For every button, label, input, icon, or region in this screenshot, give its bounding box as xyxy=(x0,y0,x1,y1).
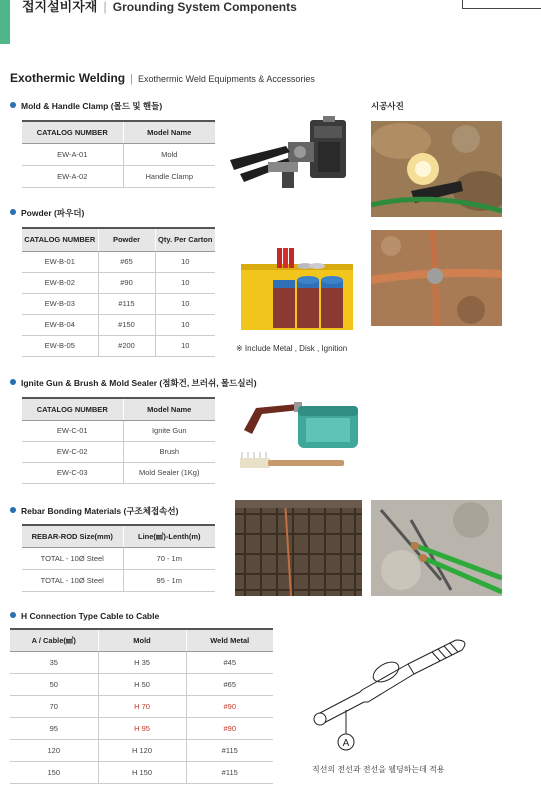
table-cell: 95 - 1m xyxy=(123,569,215,591)
table-cell: Mold Sealer (1Kg) xyxy=(123,462,215,483)
table-row xyxy=(22,143,215,165)
page-header: 접지설비자재 | Grounding System Components xyxy=(22,0,297,14)
table-cell: Handle Clamp xyxy=(123,165,215,187)
table-cell: #45 xyxy=(186,651,273,673)
table-row xyxy=(10,739,273,761)
table-cell: EW-A-02 xyxy=(22,165,123,187)
table-cell: #115 xyxy=(186,761,273,783)
table-cell: TOTAL - 10Ø Steel xyxy=(22,569,123,591)
ignite-heading-text: Ignite Gun & Brush & Mold Sealer (점화건, 브러쉬, 몰드실러) xyxy=(21,378,257,388)
rebar-bonding-photo-art xyxy=(371,500,502,596)
mold-col-catalog: CATALOG NUMBER xyxy=(22,121,123,143)
table-cell: TOTAL - 10Ø Steel xyxy=(22,547,123,569)
table-row xyxy=(22,293,215,314)
table-row xyxy=(22,165,215,187)
rebar-structure-photo-art xyxy=(235,500,362,596)
section-title-main: Exothermic Welding xyxy=(10,71,126,85)
bullet-icon xyxy=(10,507,16,513)
table-cell: 10 xyxy=(155,335,215,356)
header-title-en: Grounding System Components xyxy=(112,0,297,14)
mold-table xyxy=(22,120,215,188)
table-row xyxy=(10,695,273,717)
table-row xyxy=(10,761,273,783)
table-cell: #115 xyxy=(186,739,273,761)
section-subtitle: Exothermic Weld Equipments & Accessories xyxy=(138,74,315,84)
hconn-heading xyxy=(10,611,159,621)
mold-col-model: Model Name xyxy=(123,121,215,143)
table-cell: Ignite Gun xyxy=(123,420,215,441)
hconn-col-weld: Weld Metal xyxy=(186,629,273,651)
powder-box-image xyxy=(237,240,357,335)
header-accent-bar xyxy=(0,0,10,44)
table-cell: #65 xyxy=(98,251,155,272)
table-cell: 10 xyxy=(155,272,215,293)
table-cell: H 150 xyxy=(98,761,186,783)
table-cell: #65 xyxy=(186,673,273,695)
powder-col-catalog: CATALOG NUMBER xyxy=(22,228,98,251)
rebar-col-size: REBAR-ROD Size(mm) xyxy=(22,525,123,547)
table-cell: #150 xyxy=(98,314,155,335)
table-cell: H 50 xyxy=(98,673,186,695)
powder-col-qty: Qty. Per Carton xyxy=(155,228,215,251)
table-cell: 10 xyxy=(155,293,215,314)
table-cell: #200 xyxy=(98,335,155,356)
table-row xyxy=(10,717,273,739)
cable-connection-diagram xyxy=(300,628,480,756)
welding-site-photo-art xyxy=(371,121,502,217)
table-cell: 95 xyxy=(10,717,98,739)
table-cell: EW-C-02 xyxy=(22,441,123,462)
table-cell: #90 xyxy=(186,717,273,739)
table-cell: #115 xyxy=(98,293,155,314)
ignite-gun-brush-sealer-image xyxy=(238,400,363,475)
section-title: Exothermic Welding | Exothermic Weld Equipments & Accessories xyxy=(10,71,315,85)
diagram-label-a: A xyxy=(342,738,350,749)
table-row xyxy=(22,569,215,591)
table-cell: 10 xyxy=(155,314,215,335)
cable-junction-photo-art xyxy=(371,230,502,326)
ignite-heading xyxy=(10,377,257,389)
table-cell: H 70 xyxy=(98,695,186,717)
hconn-table xyxy=(10,628,273,784)
table-row xyxy=(22,272,215,293)
table-row xyxy=(22,251,215,272)
table-cell: Mold xyxy=(123,143,215,165)
mold-heading-text: Mold & Handle Clamp (몰드 및 핸들) xyxy=(21,101,163,111)
rebar-structure-photo xyxy=(235,500,362,596)
table-cell: 70 - 1m xyxy=(123,547,215,569)
table-cell: H 35 xyxy=(98,651,186,673)
table-row xyxy=(22,547,215,569)
table-cell: 50 xyxy=(10,673,98,695)
table-cell: H 95 xyxy=(98,717,186,739)
ignite-col-catalog: CATALOG NUMBER xyxy=(22,398,123,420)
table-row xyxy=(22,462,215,483)
header-title-ko: 접지설비자재 xyxy=(22,0,98,14)
rebar-col-line: Line(㎟)-Lenth(m) xyxy=(123,525,215,547)
table-cell: EW-B-01 xyxy=(22,251,98,272)
table-cell: #90 xyxy=(186,695,273,717)
table-cell: EW-B-03 xyxy=(22,293,98,314)
table-cell: 10 xyxy=(155,251,215,272)
powder-heading xyxy=(10,207,84,219)
table-row xyxy=(22,335,215,356)
bullet-icon xyxy=(10,102,16,108)
table-cell: 150 xyxy=(10,761,98,783)
table-cell: Brush xyxy=(123,441,215,462)
table-cell: EW-B-05 xyxy=(22,335,98,356)
powder-heading-text: Powder (파우더) xyxy=(21,208,85,218)
mold-heading xyxy=(10,100,162,112)
rebar-table xyxy=(22,524,215,592)
powder-col-powder: Powder xyxy=(98,228,155,251)
ignite-table xyxy=(22,397,215,484)
hconn-col-cable: A / Cable(㎟) xyxy=(10,629,98,651)
hconn-caption: 직선의 전선과 전선을 웰딩하는데 적용 xyxy=(312,765,445,774)
rebar-heading xyxy=(10,505,178,517)
welding-site-photo xyxy=(371,121,502,217)
header-box xyxy=(462,0,541,9)
rebar-heading-text: Rebar Bonding Materials (구조체접속선) xyxy=(21,506,179,516)
table-cell: EW-C-01 xyxy=(22,420,123,441)
table-cell: H 120 xyxy=(98,739,186,761)
ignite-col-model: Model Name xyxy=(123,398,215,420)
table-row xyxy=(22,441,215,462)
table-cell: #90 xyxy=(98,272,155,293)
photo-label: 시공사진 xyxy=(371,101,404,111)
hconn-heading-text: H Connection Type Cable to Cable xyxy=(21,611,160,621)
bullet-icon xyxy=(10,209,16,215)
mold-handle-clamp-image xyxy=(228,116,353,194)
bullet-icon xyxy=(10,379,16,385)
table-row xyxy=(22,420,215,441)
table-cell: 120 xyxy=(10,739,98,761)
cable-junction-photo xyxy=(371,230,502,326)
table-cell: EW-A-01 xyxy=(22,143,123,165)
bullet-icon xyxy=(10,612,16,618)
table-cell: EW-B-02 xyxy=(22,272,98,293)
table-cell: EW-B-04 xyxy=(22,314,98,335)
table-row xyxy=(22,314,215,335)
table-row xyxy=(10,673,273,695)
table-cell: 70 xyxy=(10,695,98,717)
table-cell: EW-C-03 xyxy=(22,462,123,483)
table-row xyxy=(10,651,273,673)
table-cell: 35 xyxy=(10,651,98,673)
powder-table xyxy=(22,227,215,357)
hconn-col-mold: Mold xyxy=(98,629,186,651)
rebar-bonding-photo xyxy=(371,500,502,596)
powder-note: ※ Include Metal , Disk , Ignition xyxy=(236,344,348,353)
